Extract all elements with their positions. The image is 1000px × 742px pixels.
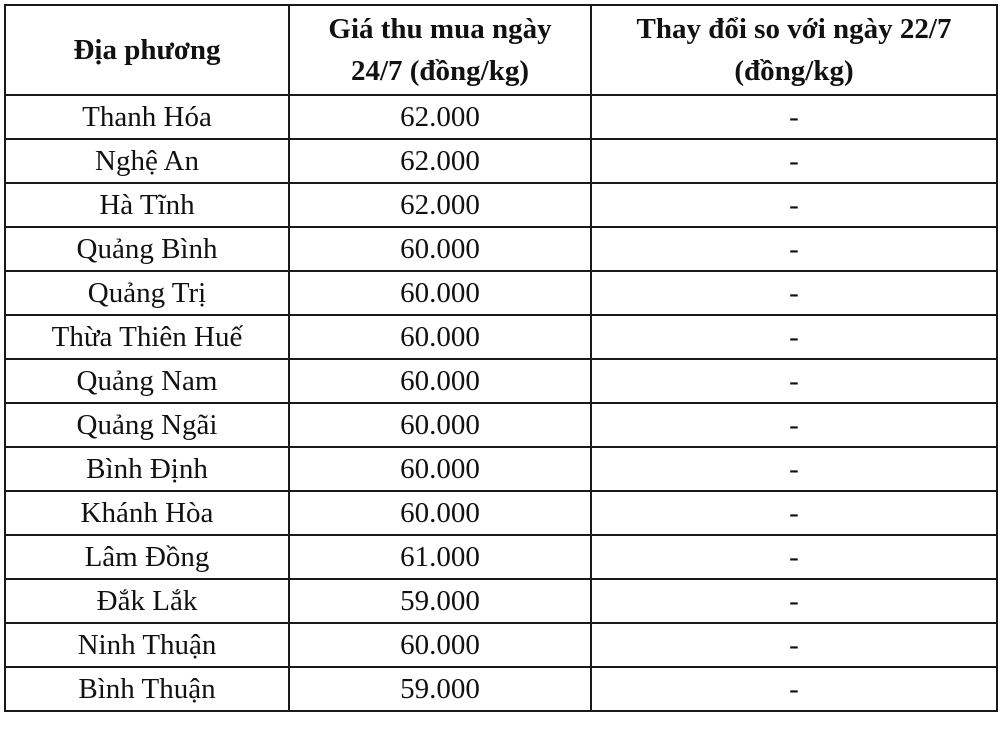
cell-region: Hà Tĩnh [5,183,289,227]
cell-change: - [591,315,997,359]
table-row [5,271,997,315]
cell-change: - [591,183,997,227]
cell-change: - [591,403,997,447]
cell-region: Quảng Trị [5,271,289,315]
cell-price: 61.000 [289,535,591,579]
cell-change: - [591,579,997,623]
cell-price: 59.000 [289,667,591,711]
table-header [5,5,997,95]
cell-change: - [591,447,997,491]
cell-region: Thanh Hóa [5,95,289,139]
cell-region: Quảng Bình [5,227,289,271]
table-body [5,95,997,711]
cell-price: 62.000 [289,139,591,183]
table-row [5,491,997,535]
cell-change: - [591,359,997,403]
cell-price: 60.000 [289,227,591,271]
cell-change: - [591,271,997,315]
header-price-line2: 24/7 (đồng/kg) [350,55,530,87]
table-row [5,535,997,579]
price-table-container [4,4,996,712]
header-price-line1: Giá thu mua ngày [328,13,552,45]
price-table [4,4,998,712]
table-row [5,227,997,271]
cell-price: 59.000 [289,579,591,623]
cell-region: Đắk Lắk [5,579,289,623]
cell-change: - [591,227,997,271]
cell-change: - [591,623,997,667]
header-region [5,5,289,95]
table-row [5,315,997,359]
cell-change: - [591,667,997,711]
table-row [5,447,997,491]
cell-price: 60.000 [289,403,591,447]
cell-price: 60.000 [289,447,591,491]
cell-price: 62.000 [289,95,591,139]
cell-region: Khánh Hòa [5,491,289,535]
cell-region: Quảng Nam [5,359,289,403]
cell-region: Lâm Đồng [5,535,289,579]
table-row [5,667,997,711]
table-row [5,403,997,447]
cell-change: - [591,139,997,183]
cell-region: Bình Thuận [5,667,289,711]
cell-price: 60.000 [289,271,591,315]
table-row [5,139,997,183]
cell-change: - [591,491,997,535]
cell-price: 62.000 [289,183,591,227]
table-row [5,183,997,227]
cell-region: Quảng Ngãi [5,403,289,447]
header-price [289,5,591,95]
table-row [5,359,997,403]
cell-price: 60.000 [289,623,591,667]
cell-region: Ninh Thuận [5,623,289,667]
table-row [5,579,997,623]
cell-price: 60.000 [289,315,591,359]
table-row [5,95,997,139]
header-region-label: Địa phương [73,34,221,66]
table-row [5,623,997,667]
cell-region: Nghệ An [5,139,289,183]
cell-change: - [591,535,997,579]
cell-price: 60.000 [289,491,591,535]
cell-region: Bình Định [5,447,289,491]
header-row [5,5,997,95]
cell-change: - [591,95,997,139]
cell-region: Thừa Thiên Huế [5,315,289,359]
cell-price: 60.000 [289,359,591,403]
header-change [591,5,997,95]
header-change-line1: Thay đổi so với ngày 22/7 [636,13,952,45]
header-change-line2: (đồng/kg) [734,55,854,87]
